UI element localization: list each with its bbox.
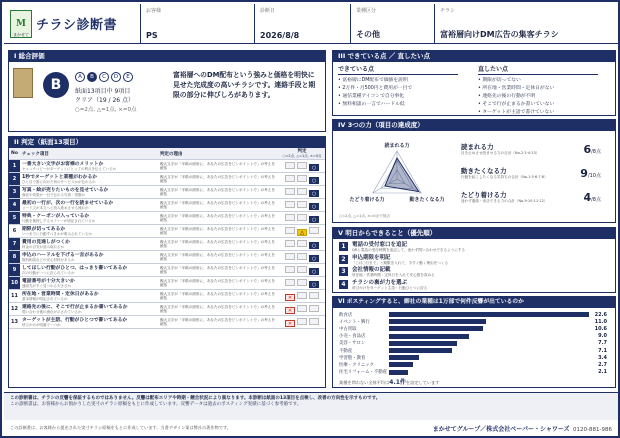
ability-name: 読まれる力 (461, 143, 494, 151)
row-reason: 親大文字が「半紙の面形に、あなたの広告をピンポイントで」の考えを統括 (158, 264, 279, 277)
row-number: 9 (9, 264, 20, 277)
table-row (9, 251, 325, 264)
grade-badge: B (43, 72, 69, 98)
bar (389, 312, 589, 317)
grade-option-b: B (87, 72, 97, 82)
bar (389, 348, 452, 353)
bar-value: 10.6 (594, 325, 607, 332)
action-item (339, 280, 607, 291)
judge-warning-icon (297, 305, 307, 312)
row-number: 7 (9, 238, 20, 251)
ability-score: 6/8点 (583, 142, 601, 156)
good-points (333, 62, 463, 111)
row-number: 4 (9, 199, 20, 212)
bar (389, 326, 483, 331)
industry-label: 業種区分 (356, 8, 377, 14)
ability-row (461, 142, 601, 156)
judge-warning-icon (297, 188, 307, 195)
bar-row (339, 361, 607, 368)
client-cell (140, 4, 254, 43)
bar-row (339, 354, 607, 361)
row-number: 11 (9, 290, 20, 303)
list-item: • ターゲットが主語で書けていない (478, 109, 598, 117)
industry-cell (350, 4, 434, 43)
row-reason: 親大文字が「半紙の面形に、あなたの広告をピンポイントで」の考えを統括 (158, 173, 279, 186)
row-number: 10 (9, 277, 20, 290)
judge-warning-icon (297, 253, 307, 260)
client-label: お客様 (146, 8, 162, 14)
row-reason: 親大文字が「半紙の面形に、あなたの広告をピンポイントで」の考えを統括 (158, 238, 279, 251)
judge-circle-icon: ○ (309, 203, 319, 210)
row-item: 申込のハードルを下げる一言があるか 無料相談などの安心材料があるか (20, 251, 158, 264)
judgement-heading: II 判定（紙面13項目） (9, 137, 325, 148)
grade-score-line: クリア（19 / 26 点） (75, 97, 135, 104)
judge-circle-icon (309, 318, 319, 325)
ability-row (461, 166, 601, 180)
bar-label: 美容・サロン (339, 341, 366, 347)
overall-comment: 富裕層へのDM配布という強みと価格を明快に見せた完成度の高いチラシです。連絡手段と期限の部分に伸びしろがあります。 (173, 71, 316, 99)
judge-circle-icon: ○ (309, 177, 319, 184)
bar-label: 飲食店 (339, 312, 353, 318)
judge-cross-icon (285, 175, 295, 182)
row-reason: 親大文字が「半紙の面形に、あなたの広告をピンポイントで」の考えを統括 (158, 277, 279, 290)
bar-label: 不動産 (339, 348, 353, 354)
list-item: • そこで行が止まるか書いていない (478, 101, 598, 109)
table-row (9, 277, 325, 290)
row-reason: 親大文字が「半紙の面形に、あなたの広告をピンポイントで」の考えを統括 (158, 186, 279, 199)
row-number: 6 (9, 225, 20, 238)
footer-bar (4, 420, 618, 436)
grade-option-c: C (99, 72, 109, 82)
posting-note: 業種を問わない全体平均は4.1件を設定しています (339, 379, 440, 386)
judge-warning-icon (297, 266, 307, 273)
bar-value: 7.1 (598, 347, 607, 354)
bar-value: 2.1 (598, 369, 607, 376)
row-item: 期限が切ってあるか いつまでに行動すべきかが明示されているか (20, 225, 158, 238)
judge-cross-icon: ✕ (285, 294, 295, 301)
bar-row (339, 369, 607, 376)
action-title: 電話の受付窓口を追記 (352, 242, 408, 248)
judge-cross-icon (285, 279, 295, 286)
row-reason: 親大文字が「半紙の面形に、あなたの広告をピンポイントで」の考えを統括 (158, 290, 279, 303)
fix-points-title: 直したい点 (478, 64, 598, 75)
bar-value: 9.0 (598, 333, 607, 340)
judge-circle-icon: ○ (309, 216, 319, 223)
col-reason: 判定の理由 (158, 148, 279, 160)
row-judge (279, 277, 325, 290)
list-item: • 期限が切ってない (478, 77, 598, 85)
list-item: • 2万件・月500円と費用が一目で (338, 85, 458, 93)
page-title: チラシ診断書 (36, 18, 118, 33)
ability-desc: 目を止めさせ読ませる力の合計（No.2·3·4·13） (461, 151, 540, 155)
company-name: まかせてグループ／株式会社ペーパー・シャワーズ (432, 425, 570, 433)
grade-option-e: E (123, 72, 133, 82)
judge-warning-icon (297, 175, 307, 182)
posting-section (332, 296, 616, 388)
ability-row (461, 190, 601, 204)
radar-label: たどり着ける力 (349, 197, 385, 203)
row-number: 3 (9, 186, 20, 199)
bar-value: 22.6 (594, 311, 607, 318)
row-reason: 親大文字が「半紙の面形に、あなたの広告をピンポイントで」の考えを統括 (158, 212, 279, 225)
judge-cross-icon: ✕ (285, 307, 295, 314)
row-number: 5 (9, 212, 20, 225)
ability-score: 4/8点 (583, 190, 601, 204)
row-judge (279, 173, 325, 186)
row-item: 費用の見通しがつくか 料金の目安が読み取れるか (20, 238, 158, 251)
ability-name: たどり着ける力 (461, 191, 507, 199)
action-number: 1 (339, 242, 348, 251)
judge-cross-icon (285, 240, 295, 247)
bar-label: 小売・食品店 (339, 334, 366, 340)
table-row (9, 199, 325, 212)
table-row (9, 225, 325, 238)
table-row (9, 160, 325, 173)
table-row (9, 238, 325, 251)
row-judge (279, 290, 325, 303)
points-heading: III できている点 ／ 直したい点 (333, 51, 615, 62)
date-label: 診断日 (260, 8, 276, 14)
row-item: 所在地・営業時間・定休日があるか 基本情報が明記されているか (20, 290, 158, 303)
row-reason: 親大文字が「半紙の面形に、あなたの広告をピンポイントで」の考えを統括 (158, 225, 279, 238)
col-item: チェック項目 (20, 148, 158, 160)
fix-points-list (478, 77, 598, 117)
grade-items-line: 紙面13項目中 9項目 (75, 88, 131, 95)
table-row (9, 173, 325, 186)
action-title: 会社情報の記載 (352, 267, 391, 273)
radar-label: 動きたくなる力 (409, 197, 445, 203)
list-item: • 通信業種アイコンで自分事化 (338, 93, 458, 101)
row-reason: 親大文字が「半紙の面形に、あなたの広告をピンポイントで」の考えを統括 (158, 251, 279, 264)
table-row (9, 264, 325, 277)
list-item: • 富裕層にDM配布で価値を説明 (338, 77, 458, 85)
grade-legend: ○=2点, △=1点, ×=0点 (75, 107, 137, 113)
row-number: 2 (9, 173, 20, 186)
judge-circle-icon (309, 227, 319, 234)
row-item: ターゲットが主語、行動がひとつで書いてあるか 呼びかけが明確で一つか (20, 316, 158, 329)
bar (389, 370, 408, 375)
good-points-title: できている点 (338, 64, 458, 75)
table-row (9, 290, 325, 303)
grade-options (75, 72, 133, 82)
radar-chart (337, 133, 457, 217)
table-row (9, 186, 325, 199)
judge-cross-icon (285, 266, 295, 273)
judge-cross-icon (285, 253, 295, 260)
action-desc: 「○月○日まで」と期限を入れて、今すぐ動く理由をつくる (352, 260, 449, 265)
row-item: 特典・クーポンが入っているか 行動を後押しするオファーが明記されているか (20, 212, 158, 225)
disclaimer-line-1: この診断書は、チラシの反響を保証するものではありません。反響は配布エリアや時期・競合状況により異なります。本診断は紙面の13項目を点検し、改善の方向性を示すものです。 (10, 396, 381, 401)
row-item: 一番大きい文字がお客様のメリットか キャッチコピーがターゲットにとっての利点を伝えているか (20, 160, 158, 173)
row-item: 連絡先の後に、そこで行が止まるか書いてあるか 問い合わせ後の流れが示されているか (20, 303, 158, 316)
list-item: • 連絡先の後の行動が不明 (478, 93, 598, 101)
radar-label: 読まれる力 (384, 143, 410, 149)
grade-option-d: D (111, 72, 121, 82)
row-item: 1秒でターゲットと業種がわかるか ひと目で誰に向けた何のサービスかが伝わるか (20, 173, 158, 186)
action-item (339, 267, 607, 278)
disclaimer-line-2: この診断書は、お客様からお預かりした実寸のチラシ原稿をもとに作成しています。反響データは過去のポスティング実績に基づく参考値です。 (10, 402, 302, 407)
judge-warning-icon (297, 201, 307, 208)
judgement-header-row (9, 148, 325, 160)
action-desc: QRと電話の受付時間を追記して、迷わず問い合わせできるようにする (352, 248, 466, 252)
row-reason: 親大文字が「半紙の面形に、あなたの広告をピンポイントで」の考えを統括 (158, 316, 279, 329)
judge-warning-icon (297, 318, 307, 325)
judgement-table (9, 148, 325, 329)
ability-desc: 行動を起こしたくなる気持ちの合計（No.1·5·6·7·8） (461, 175, 548, 179)
bar-row (339, 311, 607, 318)
ability-name: 動きたくなる力 (461, 167, 507, 175)
row-judge (279, 212, 325, 225)
row-judge (279, 303, 325, 316)
judge-circle-icon: ○ (309, 255, 319, 262)
row-number: 12 (9, 303, 20, 316)
judge-warning-icon (297, 162, 307, 169)
judge-circle-icon: ○ (309, 164, 319, 171)
col-no: No (9, 148, 20, 160)
table-row (9, 303, 325, 316)
bar-row (339, 325, 607, 332)
judge-circle-icon: ○ (309, 190, 319, 197)
action-number: 4 (339, 280, 348, 289)
bar (389, 355, 419, 360)
bar (389, 362, 413, 367)
bar-label: 中古買取 (339, 326, 357, 332)
row-reason: 親大文字が「半紙の面形に、あなたの広告をピンポイントで」の考えを統括 (158, 160, 279, 173)
abilities-heading: IV 3つの力（項目の達成度） (333, 120, 615, 131)
abilities-legend: ○=2点, △=1点, ×=0点で採点 (339, 214, 390, 218)
row-judge (279, 160, 325, 173)
judge-circle-icon (309, 305, 319, 312)
bar (389, 334, 469, 339)
bar-value: 11.0 (594, 318, 607, 325)
date-cell (254, 4, 350, 43)
judge-warning-icon (297, 214, 307, 221)
list-item: • 所在地・営業時間・定休日がない (478, 85, 598, 93)
judge-cross-icon (285, 227, 295, 234)
action-item (339, 242, 607, 253)
bar-label: 医療・クリニック (339, 362, 374, 368)
footer-note: この診断書は、お客様から提出された実寸チラシ原稿をもとに作成しています。当書デザイン案は弊社の著作物です。 (10, 425, 231, 430)
table-row (9, 316, 325, 329)
abilities-section (332, 119, 616, 223)
industry-value: その他 (356, 30, 380, 39)
actions-section (332, 227, 616, 293)
action-number: 3 (339, 267, 348, 276)
flyer-value: 富裕層向けDM広告の集客チラシ (440, 30, 559, 39)
client-value: PS (146, 31, 158, 40)
bar-row (339, 340, 607, 347)
judge-warning-icon (297, 240, 307, 247)
bar-value: 7.7 (598, 340, 607, 347)
row-item: してほしい行動がひとつ、はっきり書いてあるか 次の行動が一つに絞られているか (20, 264, 158, 277)
overall-heading: I 総合評価 (9, 51, 325, 62)
actions-heading: V 明日からできること（優先順） (333, 228, 615, 239)
row-reason: 親大文字が「半紙の面形に、あなたの広告をピンポイントで」の考えを統括 (158, 199, 279, 212)
bar-label: 学習塾・教育 (339, 355, 366, 361)
logo-sub: まかせて (13, 31, 29, 37)
bar-row (339, 333, 607, 340)
fix-points (473, 62, 603, 119)
row-judge (279, 238, 325, 251)
row-judge (279, 225, 325, 238)
overall-section (8, 50, 326, 132)
judge-warning-icon: △ (297, 229, 307, 236)
action-item (339, 255, 607, 266)
row-item: 写真・絵が売りたいものを見せているか 商品や効果が一目で伝わる写真・図版か (20, 186, 158, 199)
date-value: 2026/8/8 (260, 31, 300, 40)
action-title: チラシの裏が力を選ぶ (352, 279, 408, 286)
company-phone: 0120-881-986 (573, 426, 612, 433)
bar-row (339, 347, 607, 354)
row-judge (279, 264, 325, 277)
action-desc: 所在地・営業時間・定休日を入れて安心感を高める (352, 273, 435, 277)
judgement-section (8, 136, 326, 388)
row-number: 13 (9, 316, 20, 329)
ability-desc: 迷わず連絡・来店できる力の合計（No.9·10·11·12） (461, 199, 548, 203)
bar-value: 2.7 (598, 361, 607, 368)
judge-cross-icon (285, 162, 295, 169)
col-judge: 判定 ○=2点, △=1点, ×=0点 (279, 148, 325, 160)
flyer-label: チラシ (440, 8, 456, 14)
judge-circle-icon: ○ (309, 268, 319, 275)
overall-body (9, 62, 325, 132)
flyer-cell (434, 4, 618, 43)
row-reason: 親大文字が「半紙の面形に、あなたの広告をピンポイントで」の考えを統括 (158, 303, 279, 316)
judge-cross-icon (285, 214, 295, 221)
judge-circle-icon: ○ (309, 281, 319, 288)
footer-contact (433, 424, 612, 433)
bar-label: イベント・興行 (339, 319, 370, 325)
list-item: • 無料相談の一言でハードル低 (338, 101, 458, 109)
judge-warning-icon (297, 279, 307, 286)
judge-cross-icon: ✕ (285, 320, 295, 327)
disclaimer (4, 392, 618, 420)
table-row (9, 212, 325, 225)
bar-label: 住宅リフォーム・不動産 (339, 370, 388, 376)
judge-cross-icon (285, 201, 295, 208)
action-title: 申込期限を明記 (352, 254, 391, 261)
header (4, 4, 618, 44)
brand (4, 4, 140, 43)
bar (389, 341, 457, 346)
row-item: 電話番号が十分大きいか 連絡先がすぐ見つかる大きさか (20, 277, 158, 290)
judge-circle-icon: ○ (309, 242, 319, 249)
logo-mark: M (16, 18, 26, 29)
row-judge (279, 199, 325, 212)
action-number: 2 (339, 255, 348, 264)
logo (10, 10, 32, 38)
judge-circle-icon (309, 292, 319, 299)
judge-cross-icon (285, 188, 295, 195)
row-judge (279, 251, 325, 264)
posting-heading: VI ポスティングすると、御社の業種は1万部で何件反響が出ているのか (333, 297, 615, 308)
judge-warning-icon (297, 292, 307, 299)
row-judge (279, 186, 325, 199)
row-number: 8 (9, 251, 20, 264)
row-item: 最初の一行が、次の一行を読ませているか リード文が本文へと読み進めさせる流れか (20, 199, 158, 212)
grade-option-a: A (75, 72, 85, 82)
good-points-list (338, 77, 458, 109)
bar (389, 319, 486, 324)
row-number: 1 (9, 160, 20, 173)
bar-row (339, 318, 607, 325)
flyer-thumbnail (13, 68, 33, 98)
points-section (332, 50, 616, 116)
ability-score: 9/10点 (580, 166, 601, 180)
action-desc: 呼びかけをターゲット主語・行動ひとつに絞る (352, 285, 428, 290)
bar-value: 3.4 (598, 354, 607, 361)
row-judge (279, 316, 325, 329)
